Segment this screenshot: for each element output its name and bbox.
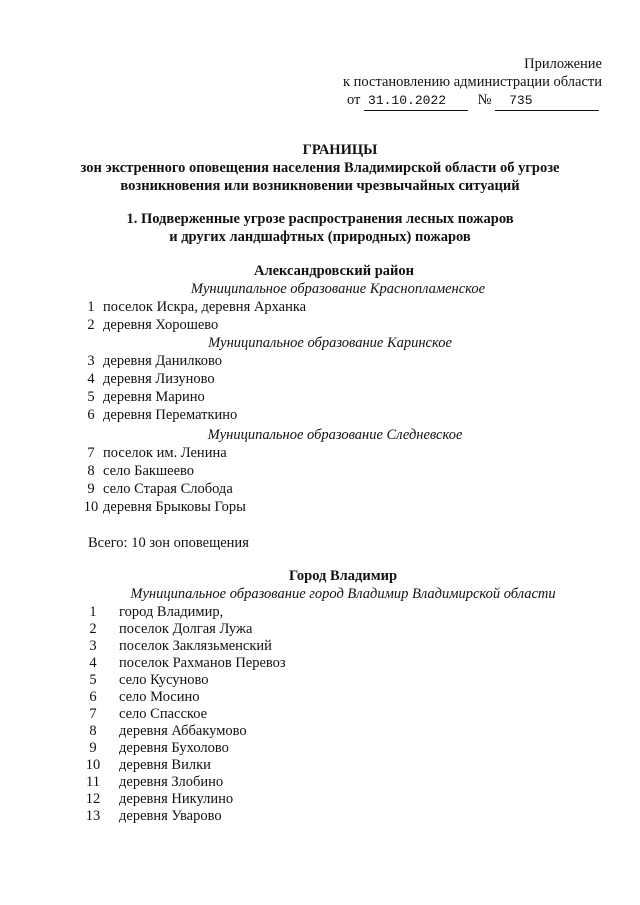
section-heading-line1: 1. Подверженные угрозе распространения лесных пожаров [126, 211, 514, 227]
list-item: 1 поселок Искра, деревня Арханка [87, 299, 307, 315]
list-item: 12 деревня Никулино [85, 791, 234, 807]
total-zones: Всего: 10 зон оповещения [88, 535, 249, 551]
list-item: 2 деревня Хорошево [87, 317, 219, 333]
page-subtitle-line2: возникновения или возникновении чрезвычайных ситуаций [120, 178, 520, 194]
list-item: 5 село Кусуново [89, 672, 209, 688]
section-heading-line2: и других ландшафтных (природных) пожаров [169, 229, 471, 245]
appendix-label: Приложение [524, 56, 602, 72]
list-item: 13 деревня Уварово [85, 808, 222, 824]
number-label: № [477, 92, 492, 108]
appendix-reference: к постановлению администрации области [342, 74, 602, 90]
list-item: 2 поселок Долгая Лужа [89, 621, 253, 637]
list-item: 8 деревня Аббакумово [89, 723, 247, 739]
list-item: 10 деревня Брыковы Горы [83, 499, 246, 515]
list-item: 7 село Спасское [89, 706, 208, 722]
list-item: 9 деревня Бухолово [89, 740, 229, 756]
list-item: 3 деревня Данилково [87, 353, 223, 369]
decree-date: 31.10.2022 [364, 92, 468, 111]
list-item: 4 деревня Лизуново [87, 371, 215, 387]
municipality-heading: Муниципальное образование Каринское [208, 335, 452, 351]
municipality-heading: Муниципальное образование город Владимир Владимирской области [130, 586, 556, 602]
from-label: от [347, 92, 361, 108]
list-item: 3 поселок Заклязьменский [89, 638, 272, 654]
list-item: 1 город Владимир, [89, 604, 224, 620]
list-item: 6 село Мосино [89, 689, 200, 705]
list-item: 6 деревня Перематкино [87, 407, 238, 423]
list-item: 5 деревня Марино [87, 389, 205, 405]
page-subtitle-line1: зон экстренного оповещения населения Владимирской области об угрозе [80, 160, 560, 176]
municipality-heading: Муниципальное образование Краснопламенское [190, 281, 486, 297]
list-item: 4 поселок Рахманов Перевоз [89, 655, 286, 671]
page-title: ГРАНИЦЫ [302, 142, 378, 158]
decree-number: 735 [495, 92, 599, 111]
district-heading: Александровский район [254, 263, 414, 279]
list-item: 9 село Старая Слобода [87, 481, 233, 497]
municipality-heading: Муниципальное образование Следневское [207, 427, 463, 443]
list-item: 10 деревня Вилки [85, 757, 211, 773]
list-item: 11 деревня Злобино [86, 774, 224, 790]
decree-date-number-line [347, 91, 599, 111]
list-item: 8 село Бакшеево [87, 463, 195, 479]
district-heading: Город Владимир [288, 568, 398, 584]
list-item: 7 поселок им. Ленина [87, 445, 227, 461]
